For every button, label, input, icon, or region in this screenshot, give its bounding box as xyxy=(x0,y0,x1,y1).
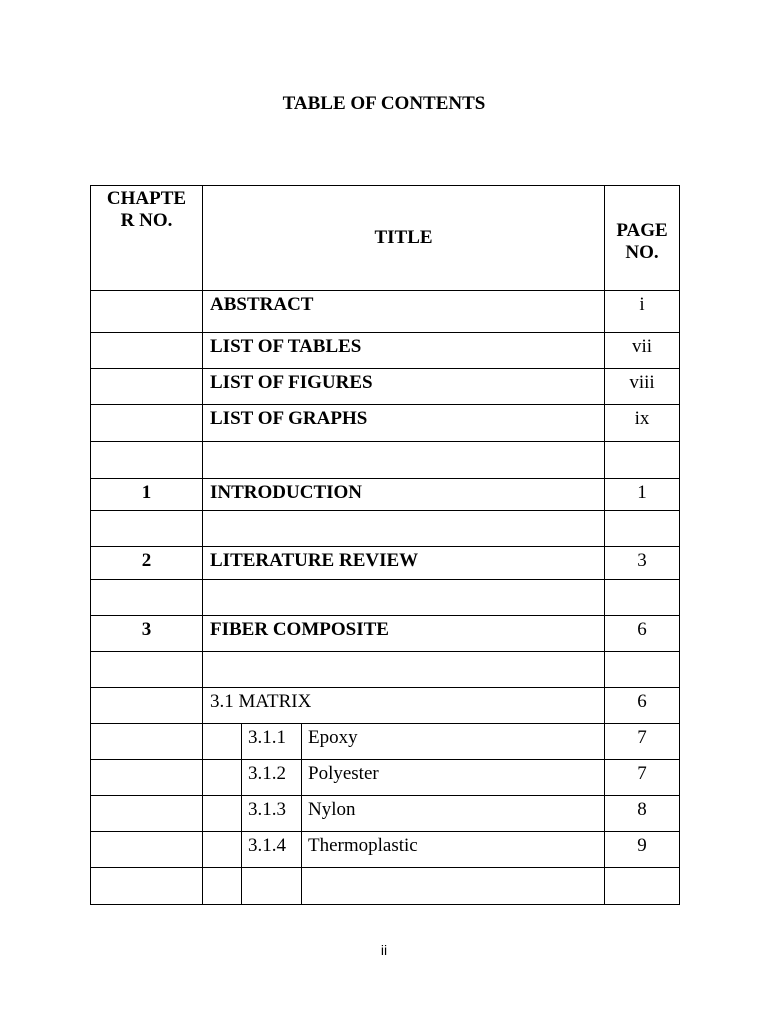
subsection-title: Nylon xyxy=(302,796,605,832)
table-subrow xyxy=(91,724,680,760)
entry-title: LIST OF GRAPHS xyxy=(203,405,605,442)
page-number: vii xyxy=(605,333,680,369)
subsection-title: Thermoplastic xyxy=(302,832,605,868)
empty-row xyxy=(91,580,680,616)
table-row xyxy=(91,688,680,724)
entry-title: INTRODUCTION xyxy=(203,479,605,511)
table-row xyxy=(91,405,680,442)
subsection-number: 3.1.3 xyxy=(242,796,302,832)
page-number: 1 xyxy=(605,479,680,511)
subsection-title: Polyester xyxy=(302,760,605,796)
subsection-number: 3.1.1 xyxy=(242,724,302,760)
empty-row xyxy=(91,511,680,547)
empty-row xyxy=(91,868,680,905)
table-header-row xyxy=(91,186,680,291)
chapter-number xyxy=(91,405,203,442)
table-subrow xyxy=(91,760,680,796)
page-number: 8 xyxy=(605,796,680,832)
page-number: 3 xyxy=(605,547,680,580)
subsection-number: 3.1.2 xyxy=(242,760,302,796)
page-number: i xyxy=(605,291,680,333)
table-subrow xyxy=(91,832,680,868)
table-row xyxy=(91,547,680,580)
chapter-number: 2 xyxy=(91,547,203,580)
table-row xyxy=(91,291,680,333)
page-number: ix xyxy=(605,405,680,442)
chapter-number xyxy=(91,291,203,333)
entry-title: LIST OF TABLES xyxy=(203,333,605,369)
subsection-number: 3.1.4 xyxy=(242,832,302,868)
page-number-footer: ii xyxy=(380,942,388,958)
chapter-number xyxy=(91,369,203,405)
header-page-no: PAGE NO. xyxy=(605,186,680,291)
entry-title: LIST OF FIGURES xyxy=(203,369,605,405)
table-row xyxy=(91,369,680,405)
page-number: 6 xyxy=(605,688,680,724)
empty-row xyxy=(91,442,680,479)
contents-table xyxy=(90,185,680,905)
page-number: 6 xyxy=(605,616,680,652)
table-row xyxy=(91,479,680,511)
table-subrow xyxy=(91,796,680,832)
page-title: TABLE OF CONTENTS xyxy=(282,93,486,114)
subsection-title: Epoxy xyxy=(302,724,605,760)
page-number: 7 xyxy=(605,760,680,796)
empty-row xyxy=(91,652,680,688)
table-row xyxy=(91,333,680,369)
page-number: viii xyxy=(605,369,680,405)
page-number: 9 xyxy=(605,832,680,868)
chapter-number xyxy=(91,688,203,724)
chapter-number: 3 xyxy=(91,616,203,652)
entry-title: ABSTRACT xyxy=(203,291,605,333)
table-row xyxy=(91,616,680,652)
chapter-number xyxy=(91,333,203,369)
entry-title: 3.1 MATRIX xyxy=(203,688,605,724)
header-chapter-no: CHAPTE R NO. xyxy=(91,186,203,291)
entry-title: FIBER COMPOSITE xyxy=(203,616,605,652)
header-title: TITLE xyxy=(203,186,605,291)
entry-title: LITERATURE REVIEW xyxy=(203,547,605,580)
chapter-number: 1 xyxy=(91,479,203,511)
page-number: 7 xyxy=(605,724,680,760)
